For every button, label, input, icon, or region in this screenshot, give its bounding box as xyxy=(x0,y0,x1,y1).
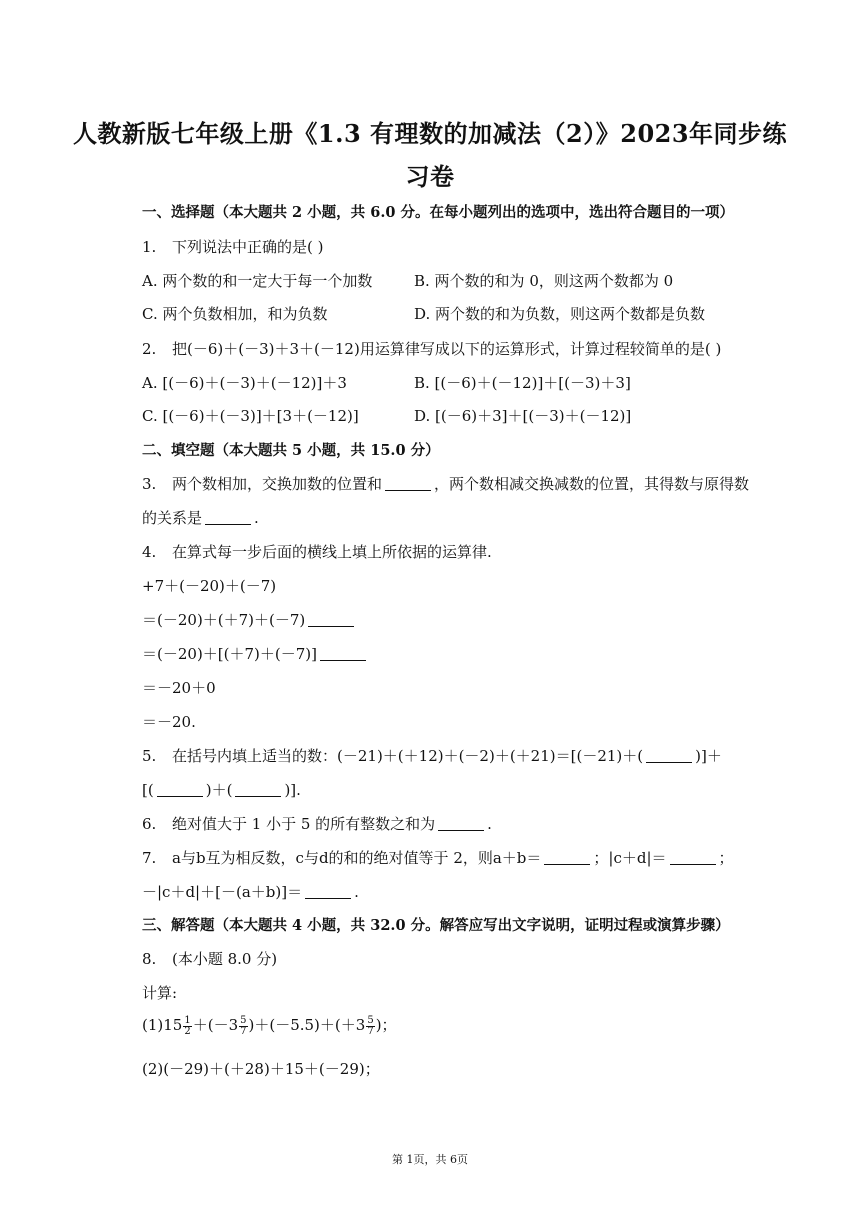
answer-blank[interactable] xyxy=(320,646,366,661)
question-number: 8. xyxy=(142,950,157,968)
q1-option-c: C. 两个负数相加，和为负数 xyxy=(142,305,328,323)
q2-option-a: A. [(－6)＋(－3)＋(－12)]＋3 xyxy=(142,374,347,392)
question-1 xyxy=(142,236,323,257)
question-5 xyxy=(142,745,722,766)
q4-step-5: ＝－20. xyxy=(142,713,196,731)
question-number: 7. xyxy=(142,849,157,867)
q2-option-c: C. [(－6)＋(－3)]＋[3＋(－12)] xyxy=(142,407,359,425)
q1-option-d: D. 两个数的和为负数，则这两个数都是负数 xyxy=(414,305,706,323)
math-expression: (1)15 xyxy=(142,1016,183,1034)
question-3-continued xyxy=(142,507,259,528)
question-text: )]. xyxy=(284,781,301,799)
section-heading-choice: 一、选择题（本大题共 2 小题，共 6.0 分。在每小题列出的选项中，选出符合题目的一项） xyxy=(142,204,735,221)
question-stem: 在算式每一步后面的横线上填上所依据的运算律. xyxy=(172,543,492,561)
fraction xyxy=(183,1016,191,1037)
q4-step-4: ＝－20＋0 xyxy=(142,679,216,697)
question-text: )]＋ xyxy=(695,747,722,765)
question-number: 1. xyxy=(142,238,157,256)
question-text: . xyxy=(254,509,259,527)
answer-blank[interactable] xyxy=(235,782,281,797)
answer-blank[interactable] xyxy=(670,850,716,865)
answer-blank[interactable] xyxy=(205,510,251,525)
q1-option-b: B. 两个数的和为 0，则这两个数都为 0 xyxy=(414,272,674,290)
question-number: 5. xyxy=(142,747,157,765)
q2-option-d: D. [(－6)＋3]＋[(－3)＋(－12)] xyxy=(414,407,632,425)
answer-blank[interactable] xyxy=(544,850,590,865)
question-number: 6. xyxy=(142,815,157,833)
question-text: 的关系是 xyxy=(142,509,203,527)
question-5-continued xyxy=(142,779,301,800)
math-expression: ＝(－20)＋(＋7)＋(－7) xyxy=(142,611,306,629)
section-heading-fill: 二、填空题（本大题共 5 小题，共 15.0 分） xyxy=(142,442,440,459)
question-text: ，两个数相减交换减数的位置，其得数与原得数 xyxy=(434,475,750,493)
document-title-line2: 习卷 xyxy=(405,162,455,191)
page-footer: 第 1页，共 6页 xyxy=(392,1153,468,1166)
question-text: ；|c＋d|＝ xyxy=(593,849,667,867)
question-text: a与b互为相反数，c与d的和的绝对值等于 2，则a＋b＝ xyxy=(172,849,542,867)
question-number: 3. xyxy=(142,475,157,493)
math-expression: )； xyxy=(375,1016,397,1034)
question-7 xyxy=(142,847,734,868)
question-text: 在括号内填上适当的数：(－21)＋(＋12)＋(－2)＋(＋21)＝[(－21)＋( xyxy=(172,747,644,765)
math-expression: ＋(－3 xyxy=(192,1016,239,1034)
question-number: 4. xyxy=(142,543,157,561)
question-number: 2. xyxy=(142,340,157,358)
question-6 xyxy=(142,813,492,834)
fraction xyxy=(366,1016,374,1037)
question-2 xyxy=(142,338,721,359)
q8-expression-2: (2)(－29)＋(＋28)＋15＋(－29)； xyxy=(142,1060,380,1078)
question-3 xyxy=(142,473,749,494)
document-title-line1: 人教新版七年级上册《1.3 有理数的加减法（2）》2023年同步练 xyxy=(72,119,788,148)
question-stem: 把(－6)＋(－3)＋3＋(－12)用运算律写成以下的运算形式，计算过程较简单的是( ) xyxy=(172,340,722,358)
answer-blank[interactable] xyxy=(438,816,484,831)
question-stem: 下列说法中正确的是( ) xyxy=(172,238,324,256)
answer-blank[interactable] xyxy=(157,782,203,797)
answer-blank[interactable] xyxy=(385,476,431,491)
fraction-denominator: 7 xyxy=(240,1025,247,1037)
q2-option-b: B. [(－6)＋(－12)]＋[(－3)＋3] xyxy=(414,374,631,392)
fraction-numerator: 5 xyxy=(240,1014,247,1026)
question-7-continued xyxy=(142,881,359,902)
fraction-numerator: 5 xyxy=(367,1014,374,1026)
q8-expression-1 xyxy=(142,1014,397,1037)
q4-step-3 xyxy=(142,643,369,664)
fraction-numerator: 1 xyxy=(184,1014,191,1026)
question-4 xyxy=(142,541,492,562)
q8-instruction: 计算: xyxy=(142,984,178,1002)
question-8 xyxy=(142,948,277,969)
q4-step-1: +7＋(－20)＋(－7) xyxy=(142,577,277,595)
section-heading-solve: 三、解答题（本大题共 4 小题，共 32.0 分。解答应写出文字说明，证明过程或演算步骤） xyxy=(142,917,730,934)
question-text: . xyxy=(487,815,492,833)
question-text: [( xyxy=(142,781,154,799)
question-score: (本小题 8.0 分) xyxy=(172,950,278,968)
question-text: )＋( xyxy=(205,781,233,799)
question-text: ； xyxy=(718,849,734,867)
q1-option-a: A. 两个数的和一定大于每一个加数 xyxy=(142,272,373,290)
fraction-denominator: 2 xyxy=(184,1025,191,1037)
answer-blank[interactable] xyxy=(305,884,351,899)
fraction xyxy=(239,1016,247,1037)
question-text: . xyxy=(354,883,359,901)
math-expression: ＝(－20)＋[(＋7)＋(－7)] xyxy=(142,645,317,663)
question-text: －|c＋d|＋[－(a＋b)]＝ xyxy=(142,883,303,901)
answer-blank[interactable] xyxy=(308,612,354,627)
fraction-denominator: 7 xyxy=(367,1025,374,1037)
question-text: 两个数相加，交换加数的位置和 xyxy=(172,475,383,493)
answer-blank[interactable] xyxy=(646,748,692,763)
question-text: 绝对值大于 1 小于 5 的所有整数之和为 xyxy=(172,815,436,833)
q4-step-2 xyxy=(142,609,357,630)
math-expression: )＋(－5.5)＋(＋3 xyxy=(248,1016,366,1034)
